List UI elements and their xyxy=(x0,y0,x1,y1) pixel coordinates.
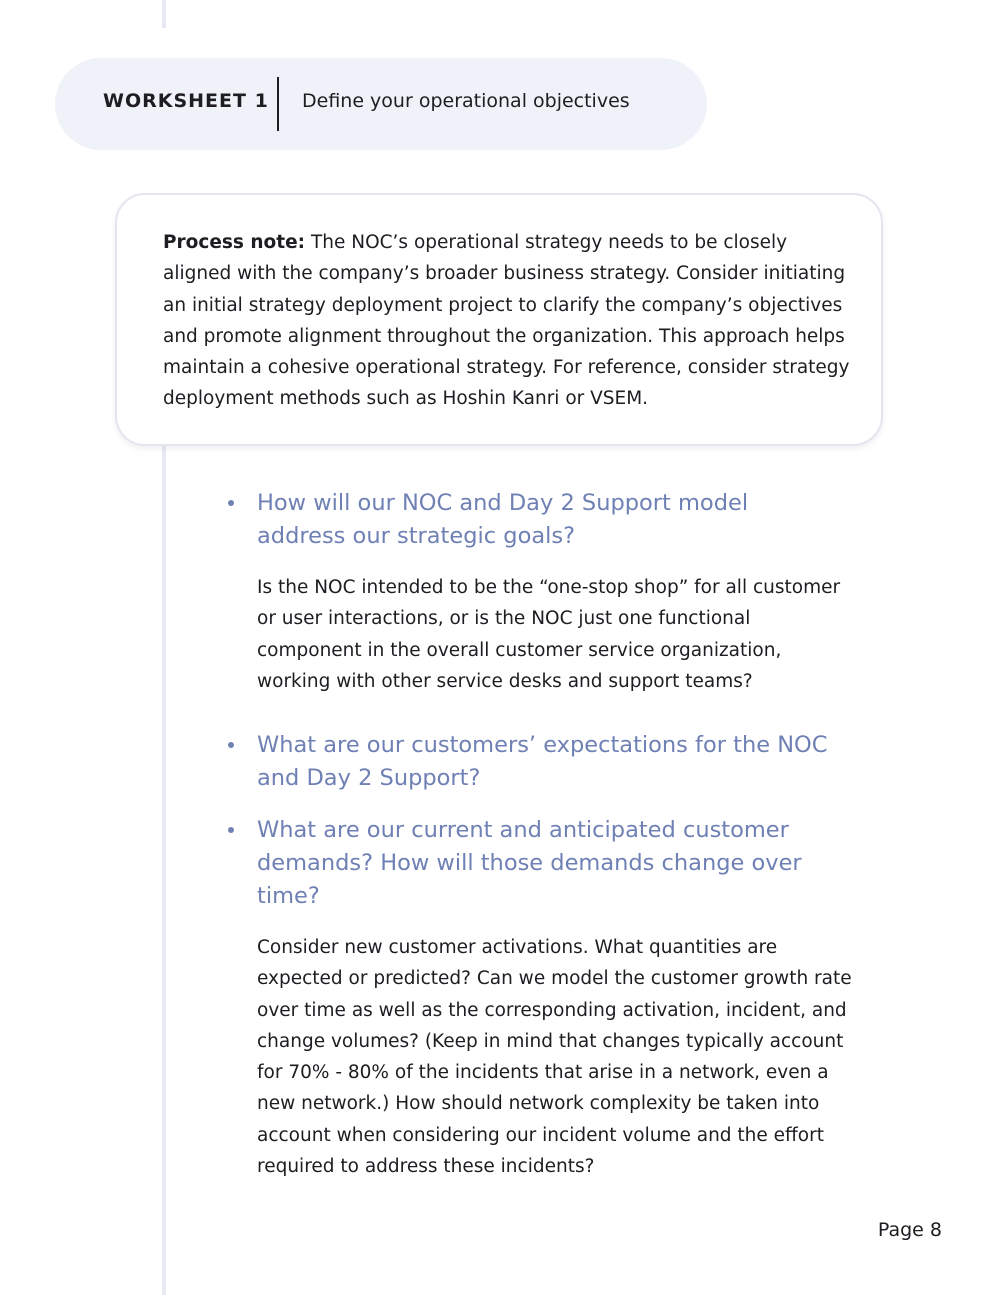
question-1: How will our NOC and Day 2 Support model address our strategic goals? xyxy=(257,490,749,549)
header-divider xyxy=(277,77,279,131)
worksheet-label: WORKSHEET 1 xyxy=(103,90,269,112)
margin-rule-top xyxy=(162,0,166,28)
page-number: Page 8 xyxy=(877,1219,942,1241)
question-3: What are our current and anticipated customer demands? How will those demands change over time? xyxy=(257,817,802,909)
question-2: What are our customers’ expectations for the NOC and Day 2 Support? xyxy=(257,732,828,791)
question-3-detail: Consider new customer activations. What quantities are expected or predicted? Can we model the customer growth rate over time as well as the corresponding activation, incident, and change volumes? (Keep in mind that changes typically account for 70% - 80% of the incidents that arise in a network, even a new network.) How should network complexity be taken into account when considering our incident volume and the effort required to address these incidents? xyxy=(257,937,852,1178)
bullet-icon xyxy=(228,500,234,506)
margin-rule xyxy=(162,446,166,1295)
bullet-icon xyxy=(228,827,234,833)
process-note-text: The NOC’s operational strategy needs to be closely aligned with the company’s broader business strategy. Consider initiating an initial strategy deployment project to clarify the company’s objectives and promote alignment throughout the organization. This approach helps maintain a cohesive operational strategy. For reference, consider strategy deployment methods such as Hoshin Kanri or VSEM. xyxy=(163,232,850,410)
process-note-label: Process note: xyxy=(163,232,306,253)
bullet-icon xyxy=(228,742,234,748)
process-note xyxy=(163,227,853,415)
question-1-detail: Is the NOC intended to be the “one-stop shop” for all customer or user interactions, or is the NOC just one functional component in the overall customer service organization, working with other service desks and support teams? xyxy=(257,577,841,692)
worksheet-title: Define your operational objectives xyxy=(302,90,630,112)
